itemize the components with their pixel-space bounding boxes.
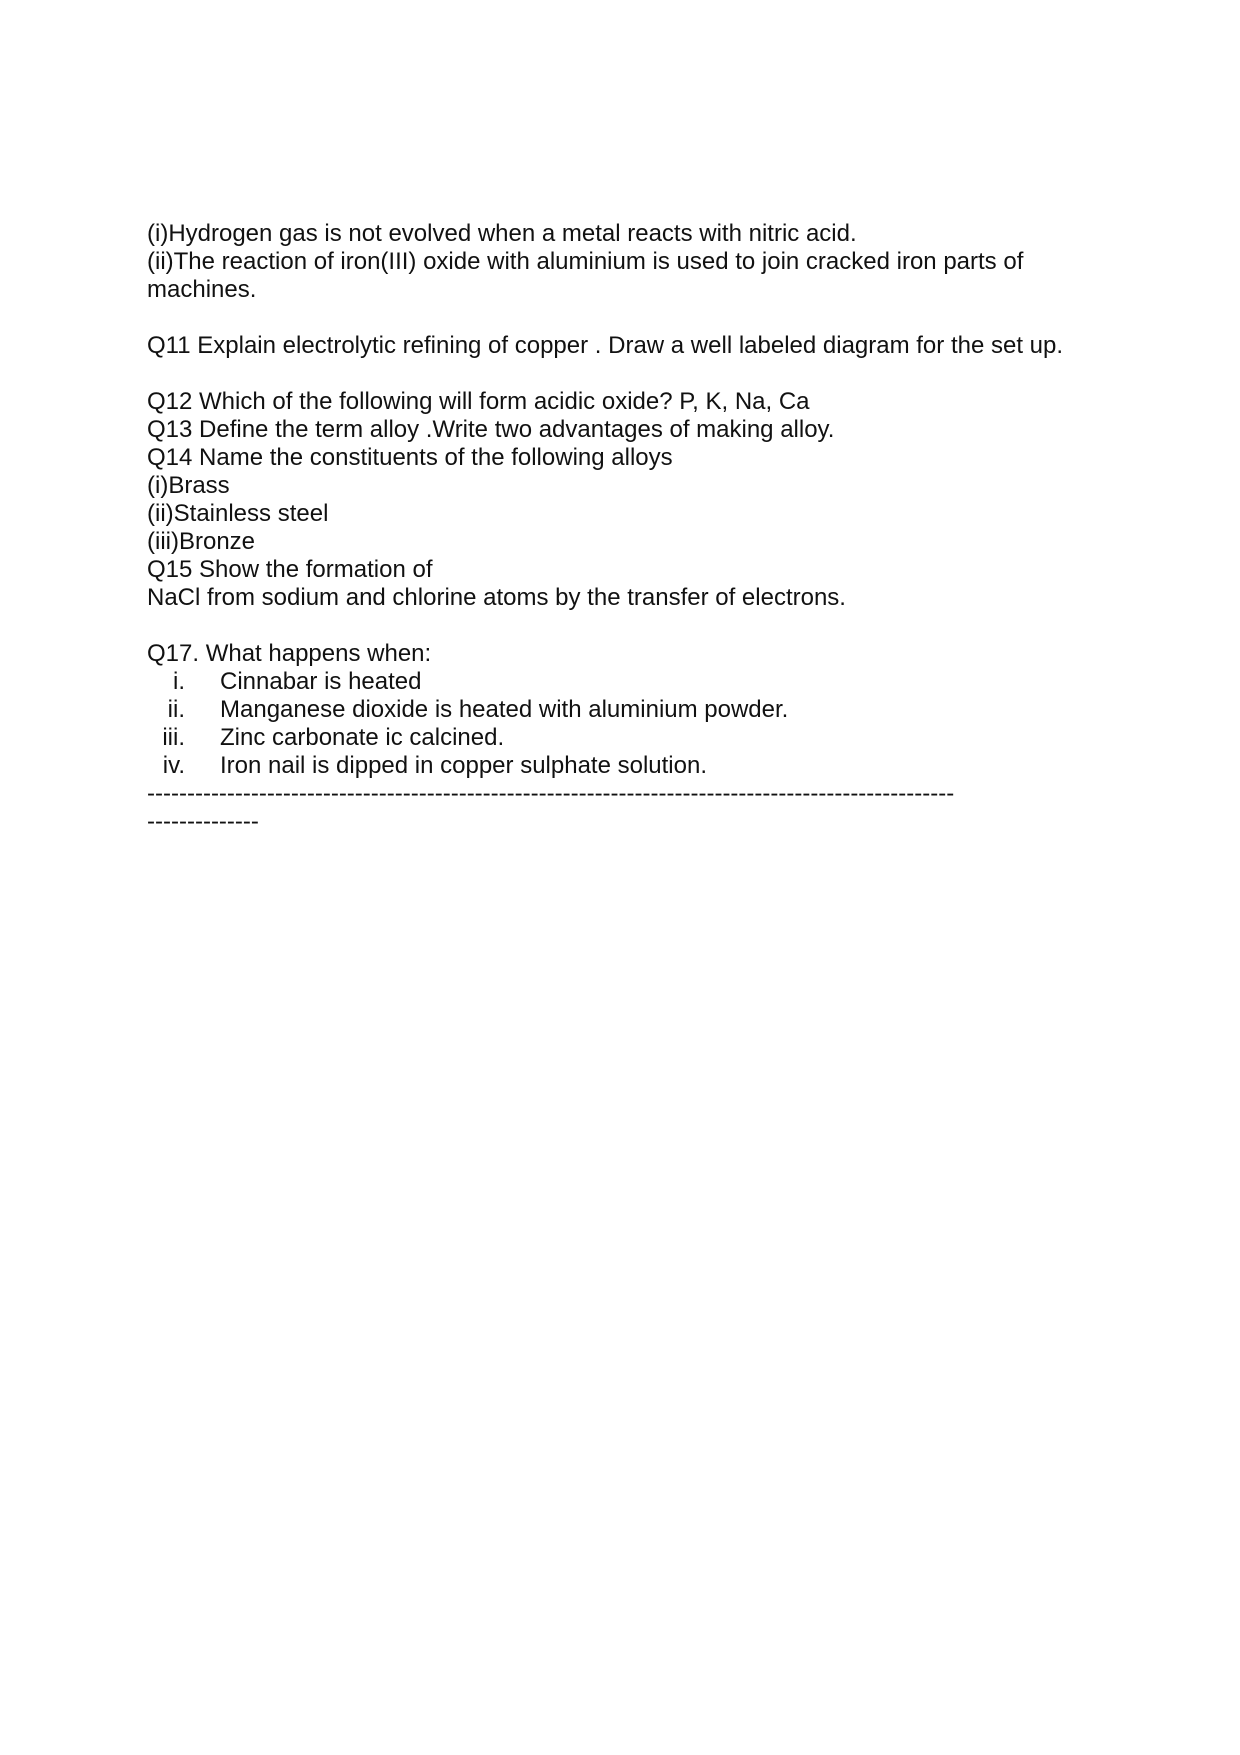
intro-line-2: (ii)The reaction of iron(III) oxide with aluminium is used to join cracked iron parts of	[147, 248, 1024, 275]
list-item-text: Iron nail is dipped in copper sulphate solution.	[220, 752, 707, 779]
question-14: Q14 Name the constituents of the following alloys	[147, 444, 673, 471]
blank-line	[147, 612, 1107, 640]
intro-line-3: machines.	[147, 276, 257, 303]
separator-line-2: --------------	[147, 808, 259, 835]
document-page	[147, 220, 1107, 836]
list-item	[147, 668, 1107, 696]
list-item-text: Zinc carbonate ic calcined.	[220, 724, 505, 751]
question-15-line-1: Q15 Show the formation of	[147, 556, 433, 583]
question-17: Q17. What happens when:	[147, 640, 432, 667]
list-marker: iv.	[162, 752, 185, 779]
question-14-part-3: (iii)Bronze	[147, 528, 256, 555]
question-11: Q11 Explain electrolytic refining of copper . Draw a well labeled diagram for the set up.	[147, 332, 1064, 359]
list-marker: ii.	[167, 696, 185, 723]
list-item-text: Manganese dioxide is heated with aluminium powder.	[220, 696, 789, 723]
list-item	[147, 724, 1107, 752]
question-15-line-2: NaCl from sodium and chlorine atoms by the transfer of electrons.	[147, 584, 846, 611]
intro-line-1: (i)Hydrogen gas is not evolved when a metal reacts with nitric acid.	[147, 220, 857, 247]
blank-line	[147, 360, 1107, 388]
list-item	[147, 696, 1107, 724]
blank-line	[147, 304, 1107, 332]
question-12: Q12 Which of the following will form acidic oxide? P, K, Na, Ca	[147, 388, 810, 415]
question-13: Q13 Define the term alloy .Write two advantages of making alloy.	[147, 416, 835, 443]
list-item	[147, 752, 1107, 780]
separator-line-1: -----------------------------------------------------------------------------------------------------	[147, 780, 955, 807]
list-item-text: Cinnabar is heated	[220, 668, 422, 695]
list-marker: i.	[173, 668, 185, 695]
question-14-part-1: (i)Brass	[147, 472, 230, 499]
list-marker: iii.	[162, 724, 185, 751]
question-14-part-2: (ii)Stainless steel	[147, 500, 329, 527]
